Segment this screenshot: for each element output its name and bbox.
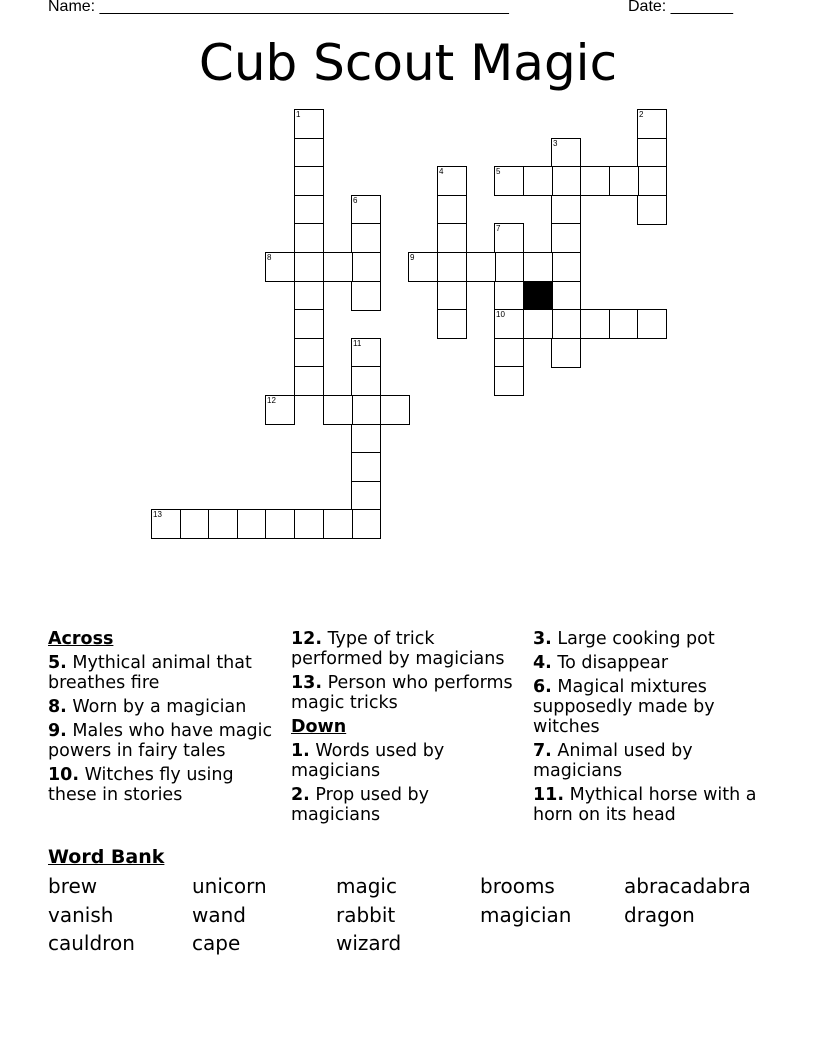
grid-cell[interactable] <box>551 166 581 196</box>
grid-cell[interactable] <box>551 309 581 339</box>
clue-number-label: 8 <box>267 253 272 262</box>
grid-cell[interactable] <box>351 481 381 511</box>
clues-column-1 <box>48 629 273 809</box>
grid-cell[interactable] <box>494 366 524 396</box>
clue-number-label: 2 <box>639 110 644 119</box>
grid-cell[interactable] <box>294 195 324 225</box>
down-clue-4 <box>533 653 765 673</box>
grid-cell[interactable] <box>294 309 324 339</box>
grid-cell[interactable] <box>294 223 324 253</box>
grid-cell[interactable] <box>637 138 667 168</box>
grid-cell[interactable] <box>294 366 324 396</box>
clue-number-label: 9 <box>410 253 415 262</box>
page-title: Cub Scout Magic <box>198 34 618 92</box>
across-clue-10 <box>48 765 273 805</box>
grid-cell[interactable] <box>351 281 381 311</box>
clue-number-label: 6 <box>353 196 358 205</box>
down-clue-6 <box>533 677 765 737</box>
clue-number: 7. <box>533 741 552 761</box>
down-clue-11 <box>533 785 765 825</box>
grid-cell-black <box>523 281 553 311</box>
grid-cell[interactable] <box>466 252 496 282</box>
grid-cell[interactable] <box>351 338 381 368</box>
clue-number-label: 11 <box>353 339 362 348</box>
clue-number-label: 10 <box>496 310 505 319</box>
date-label: Date: _______ <box>628 0 733 15</box>
clue-number: 9. <box>48 721 67 741</box>
down-clue-2 <box>291 785 523 825</box>
grid-cell[interactable] <box>351 195 381 225</box>
clue-number: 8. <box>48 697 67 717</box>
clue-text: Mythical horse with a horn on its head <box>533 785 757 825</box>
grid-cell[interactable] <box>208 509 238 539</box>
word-bank-item: cauldron <box>48 931 135 955</box>
across-clue-12 <box>291 629 523 669</box>
clue-number-label: 5 <box>496 167 501 176</box>
grid-cell[interactable] <box>294 338 324 368</box>
grid-cell[interactable] <box>294 252 324 282</box>
grid-cell[interactable] <box>551 338 581 368</box>
grid-cell[interactable] <box>437 281 467 311</box>
clue-number-label: 12 <box>267 396 276 405</box>
grid-cell[interactable] <box>351 509 381 539</box>
clue-text: Prop used by magicians <box>291 785 429 825</box>
word-bank-item: unicorn <box>192 874 267 898</box>
word-bank-heading: Word Bank <box>48 846 165 868</box>
across-clue-13 <box>291 673 523 713</box>
grid-cell[interactable] <box>351 424 381 454</box>
clue-number: 12. <box>291 629 323 649</box>
grid-cell[interactable] <box>523 252 553 282</box>
grid-cell[interactable] <box>580 166 610 196</box>
word-bank-item: wizard <box>336 931 402 955</box>
clue-number: 2. <box>291 785 310 805</box>
grid-cell[interactable] <box>151 509 181 539</box>
grid-cell[interactable] <box>294 281 324 311</box>
word-bank-item: brew <box>48 874 98 898</box>
clue-text: Person who performs magic tricks <box>291 673 513 713</box>
grid-cell[interactable] <box>637 109 667 139</box>
grid-cell[interactable] <box>494 223 524 253</box>
grid-cell[interactable] <box>323 509 353 539</box>
grid-cell[interactable] <box>294 138 324 168</box>
clue-number: 4. <box>533 653 552 673</box>
grid-cell[interactable] <box>294 509 324 539</box>
grid-cell[interactable] <box>408 252 438 282</box>
clue-number: 11. <box>533 785 565 805</box>
clues-column-2 <box>291 629 523 829</box>
grid-cell[interactable] <box>494 281 524 311</box>
grid-cell[interactable] <box>523 166 553 196</box>
clue-number-label: 4 <box>439 167 444 176</box>
clue-number-label: 13 <box>153 510 162 519</box>
clue-number: 5. <box>48 653 67 673</box>
grid-cell[interactable] <box>323 395 353 425</box>
grid-cell[interactable] <box>637 166 667 196</box>
clue-number: 6. <box>533 677 552 697</box>
clue-text: Witches fly using these in stories <box>48 765 234 805</box>
grid-cell[interactable] <box>294 109 324 139</box>
grid-cell[interactable] <box>551 195 581 225</box>
grid-cell[interactable] <box>551 138 581 168</box>
grid-cell[interactable] <box>380 395 410 425</box>
grid-cell[interactable] <box>551 223 581 253</box>
grid-cell[interactable] <box>437 166 467 196</box>
word-bank-item: magic <box>336 874 397 898</box>
grid-cell[interactable] <box>523 309 553 339</box>
clue-text: Type of trick performed by magicians <box>291 629 505 669</box>
grid-cell[interactable] <box>609 166 639 196</box>
word-bank-item: brooms <box>480 874 555 898</box>
grid-cell[interactable] <box>351 452 381 482</box>
clue-number: 3. <box>533 629 552 649</box>
clue-text: Animal used by magicians <box>533 741 693 781</box>
grid-cell[interactable] <box>437 252 467 282</box>
clue-text: Magical mixtures supposedly made by witches <box>533 677 715 737</box>
down-clue-3 <box>533 629 765 649</box>
clue-text: Mythical animal that breathes fire <box>48 653 252 693</box>
clue-number-label: 1 <box>296 110 301 119</box>
grid-cell[interactable] <box>351 252 381 282</box>
across-clue-5 <box>48 653 273 693</box>
across-heading: Across <box>48 629 114 649</box>
grid-cell[interactable] <box>637 195 667 225</box>
word-bank-item: dragon <box>624 903 695 927</box>
clues-column-3 <box>533 629 765 829</box>
grid-cell[interactable] <box>323 252 353 282</box>
clue-text: Words used by magicians <box>291 741 445 781</box>
down-heading: Down <box>291 717 347 737</box>
clue-number: 13. <box>291 673 323 693</box>
grid-cell[interactable] <box>494 309 524 339</box>
clue-number-label: 3 <box>553 139 558 148</box>
clue-text: Large cooking pot <box>557 629 715 649</box>
grid-cell[interactable] <box>494 166 524 196</box>
grid-cell[interactable] <box>437 195 467 225</box>
down-clue-1 <box>291 741 523 781</box>
clue-number: 1. <box>291 741 310 761</box>
word-bank-item: wand <box>192 903 246 927</box>
clue-text: Males who have magic powers in fairy tales <box>48 721 273 761</box>
clue-text: To disappear <box>557 653 669 673</box>
grid-cell[interactable] <box>237 509 267 539</box>
name-label: Name: ______________________________________________ <box>48 0 509 15</box>
word-bank-item: cape <box>192 931 241 955</box>
grid-cell[interactable] <box>609 309 639 339</box>
grid-cell[interactable] <box>494 338 524 368</box>
down-clue-7 <box>533 741 765 781</box>
grid-cell[interactable] <box>294 166 324 196</box>
grid-cell[interactable] <box>551 252 581 282</box>
grid-cell[interactable] <box>437 309 467 339</box>
word-bank-item: rabbit <box>336 903 396 927</box>
clue-text: Worn by a magician <box>72 697 247 717</box>
clue-number: 10. <box>48 765 80 785</box>
grid-cell[interactable] <box>180 509 210 539</box>
grid-cell[interactable] <box>265 252 295 282</box>
grid-cell[interactable] <box>265 395 295 425</box>
across-clue-9 <box>48 721 273 761</box>
across-clue-8 <box>48 697 273 717</box>
grid-cell[interactable] <box>494 252 524 282</box>
grid-cell[interactable] <box>265 509 295 539</box>
word-bank-item: magician <box>480 903 572 927</box>
word-bank-item: abracadabra <box>624 874 751 898</box>
grid-cell[interactable] <box>351 223 381 253</box>
grid-cell[interactable] <box>437 223 467 253</box>
clue-number-label: 7 <box>496 224 501 233</box>
grid-cell[interactable] <box>351 395 381 425</box>
grid-cell[interactable] <box>580 309 610 339</box>
grid-cell[interactable] <box>551 281 581 311</box>
word-bank-item: vanish <box>48 903 114 927</box>
grid-cell[interactable] <box>351 366 381 396</box>
grid-cell[interactable] <box>637 309 667 339</box>
